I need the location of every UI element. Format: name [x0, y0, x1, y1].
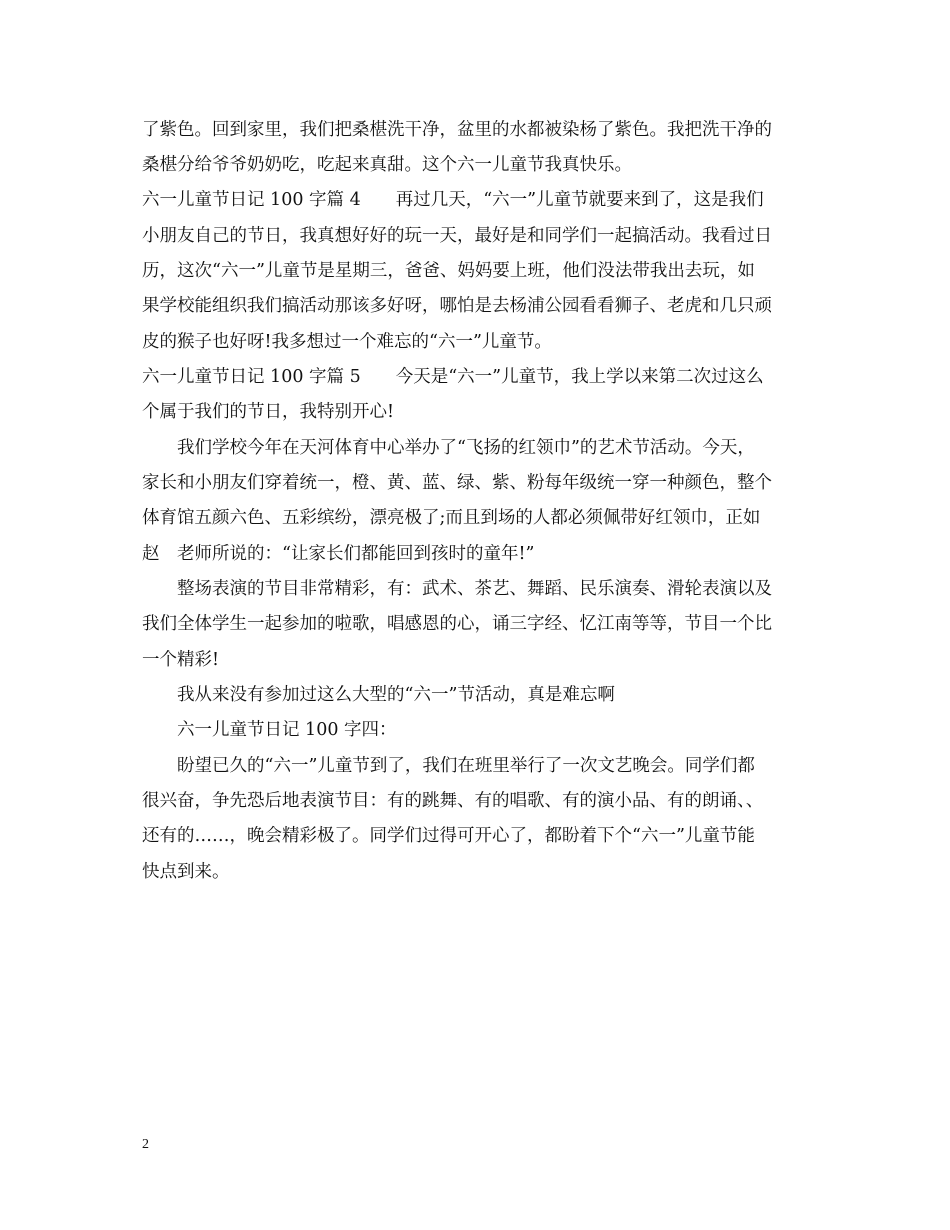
text-line: 桑椹分给爷爷奶奶吃，吃起来真甜。这个六一儿童节我真快乐。: [142, 155, 632, 175]
text-line: 家长和小朋友们穿着统一，橙、黄、蓝、绿、紫、粉每年级统一穿一种颜色，整个: [142, 473, 772, 493]
text-line: 果学校能组织我们搞活动那该多好呀，哪怕是去杨浦公园看看狮子、老虎和几只顽: [142, 296, 772, 316]
text-line: 体育馆五颜六色、五彩缤纷，漂亮极了;而且到场的人都必须佩带好红领巾，正如: [142, 508, 761, 528]
text-line: 很兴奋，争先恐后地表演节目：有的跳舞、有的唱歌、有的演小品、有的朗诵、、: [142, 791, 764, 811]
text-line: 个属于我们的节日，我特别开心!: [142, 402, 395, 422]
text-line: 快点到来。: [142, 862, 230, 882]
text-line: 还有的……，晚会精彩极了。同学们过得可开心了，都盼着下个“六一”儿童节能: [142, 826, 755, 846]
text-line: 了紫色。回到家里，我们把桑椹洗干净，盆里的水都被染杨了紫色。我把洗干净的: [142, 120, 772, 140]
diary-heading-four: 六一儿童节日记 100 字四：: [177, 720, 397, 740]
paragraph-start: 整场表演的节目非常精彩，有：武术、茶艺、舞蹈、民乐演奏、滑轮表演以及: [177, 579, 772, 599]
text-line: 我们全体学生一起参加的啦歌，唱感恩的心，诵三字经、忆江南等等，节目一个比: [142, 614, 772, 634]
page-number: 2: [142, 1137, 149, 1152]
text-line: 赵 老师所说的：“让家长们都能回到孩时的童年!”: [142, 544, 535, 564]
text-line: 一个精彩!: [142, 650, 220, 670]
paragraph-start: 我从来没有参加过这么大型的“六一”节活动，真是难忘啊: [177, 685, 615, 705]
diary-heading-4: 六一儿童节日记 100 字篇 4 再过几天，“六一”儿童节就要来到了，这是我们: [142, 190, 764, 210]
diary-heading-5: 六一儿童节日记 100 字篇 5 今天是“六一”儿童节，我上学以来第二次过这么: [142, 367, 764, 387]
paragraph-start: 我们学校今年在天河体育中心举办了“飞扬的红领巾”的艺术节活动。今天，: [177, 438, 755, 458]
text-line: 皮的猴子也好呀!我多想过一个难忘的“六一”儿童节。: [142, 332, 552, 352]
text-line: 历，这次“六一”儿童节是星期三，爸爸、妈妈要上班，他们没法带我出去玩，如: [142, 261, 755, 281]
paragraph-start: 盼望已久的“六一”儿童节到了，我们在班里举行了一次文艺晚会。同学们都: [177, 756, 755, 776]
text-line: 小朋友自己的节日，我真想好好的玩一天，最好是和同学们一起搞活动。我看过日: [142, 226, 772, 246]
